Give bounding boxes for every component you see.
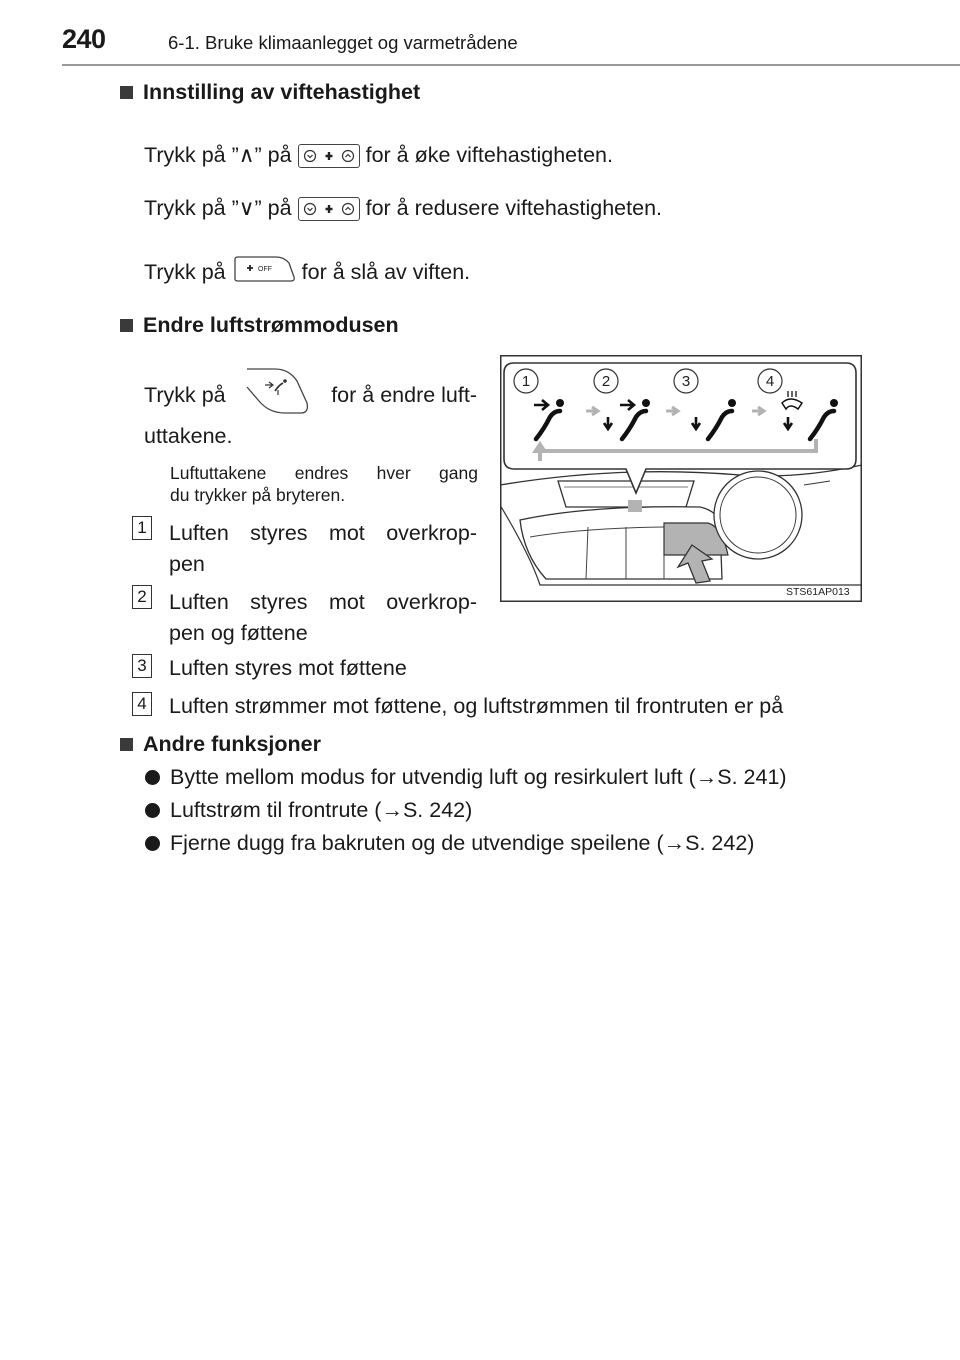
airflow-intro-continued: uttakene.	[144, 424, 233, 448]
airflow-note	[170, 462, 478, 506]
mode-item-4-text: Luften strømmer mot føttene, og luftstrømmen til frontruten er på	[169, 694, 784, 718]
text-fragment: for å redusere viftehastigheten.	[365, 196, 662, 220]
round-bullet-icon	[145, 770, 160, 785]
airflow-mode-illustration	[500, 355, 862, 602]
figure-label-4: 4	[765, 373, 775, 390]
square-bullet-icon	[120, 319, 133, 332]
bullet-text: Bytte mellom modus for utvendig luft og resirkulert luft (	[170, 765, 696, 789]
mode-item-1	[132, 516, 152, 540]
section-heading-other	[120, 732, 321, 757]
airflow-intro-line	[144, 367, 477, 423]
item-line: Luften styres mot overkrop-	[169, 590, 477, 614]
item-line: Luften styres mot overkrop-	[169, 521, 477, 545]
fan-off-button-icon	[232, 255, 296, 289]
page-number: 240	[62, 24, 106, 54]
number-box: 2	[132, 585, 152, 609]
text-fragment: Trykk på	[144, 259, 226, 284]
mode-item-3-text: Luften styres mot føttene	[169, 656, 407, 680]
other-bullet-1	[145, 765, 787, 790]
page-reference-link[interactable]: S. 241)	[717, 765, 787, 789]
section-title: Innstilling av viftehastighet	[143, 80, 421, 104]
mode-item-4	[132, 692, 152, 716]
square-bullet-icon	[120, 738, 133, 751]
round-bullet-icon	[145, 803, 160, 818]
fan-decrease-line	[144, 196, 662, 221]
mode-item-1-text	[169, 518, 477, 580]
fan-speed-button-icon	[298, 197, 360, 221]
square-bullet-icon	[120, 86, 133, 99]
figure-code: STS61AP013	[786, 586, 850, 598]
number-box: 4	[132, 692, 152, 716]
item-line: pen og føttene	[169, 621, 308, 645]
page-reference-link[interactable]: S. 242)	[685, 831, 755, 855]
up-symbol: ∧	[238, 143, 255, 167]
airflow-mode-button-icon	[245, 367, 311, 423]
off-label: OFF	[257, 266, 272, 273]
section-heading-fan	[120, 80, 420, 105]
page-reference-link[interactable]: S. 242)	[402, 798, 473, 822]
other-bullet-2	[145, 798, 472, 823]
bullet-text: Luftstrøm til frontrute (	[170, 798, 382, 822]
header-divider	[62, 64, 960, 66]
fan-off-line	[144, 255, 470, 289]
down-symbol: ∨	[238, 196, 255, 220]
text-fragment: Trykk på ”	[144, 143, 239, 167]
arrow-icon: →	[695, 765, 718, 789]
arrow-icon: →	[663, 831, 686, 855]
item-line: pen	[169, 552, 205, 576]
figure-label-3: 3	[681, 373, 691, 390]
chapter-title: 6-1. Bruke klimaanlegget og varmetrådene	[168, 32, 518, 53]
note-line: Luftuttakene endres hver gang	[170, 463, 478, 483]
figure-label-1: 1	[521, 373, 531, 390]
other-bullet-3	[145, 831, 754, 856]
section-heading-airflow	[120, 313, 399, 338]
fan-speed-button-icon	[298, 144, 360, 168]
mode-item-2-text	[169, 587, 477, 649]
round-bullet-icon	[145, 836, 160, 851]
note-line: du trykker på bryteren.	[170, 485, 346, 505]
text-fragment: for å slå av viften.	[301, 259, 471, 284]
mode-item-3	[132, 654, 152, 678]
section-title: Andre funksjoner	[143, 732, 321, 756]
figure-label-2: 2	[601, 373, 611, 390]
arrow-icon: →	[381, 798, 403, 822]
fan-increase-line	[144, 143, 613, 168]
section-title: Endre luftstrømmodusen	[143, 313, 399, 337]
number-box: 1	[132, 516, 152, 540]
text-fragment: Trykk på ”	[144, 196, 239, 220]
number-box: 3	[132, 654, 152, 678]
mode-item-2	[132, 585, 152, 609]
text-fragment: Trykk på	[144, 382, 226, 407]
text-fragment: for å endre luft-	[331, 382, 477, 407]
text-fragment: ” på	[254, 196, 292, 220]
bullet-text: Fjerne dugg fra bakruten og de utvendige speilene (	[170, 831, 664, 855]
text-fragment: for å øke viftehastigheten.	[365, 143, 613, 167]
text-fragment: ” på	[254, 143, 292, 167]
